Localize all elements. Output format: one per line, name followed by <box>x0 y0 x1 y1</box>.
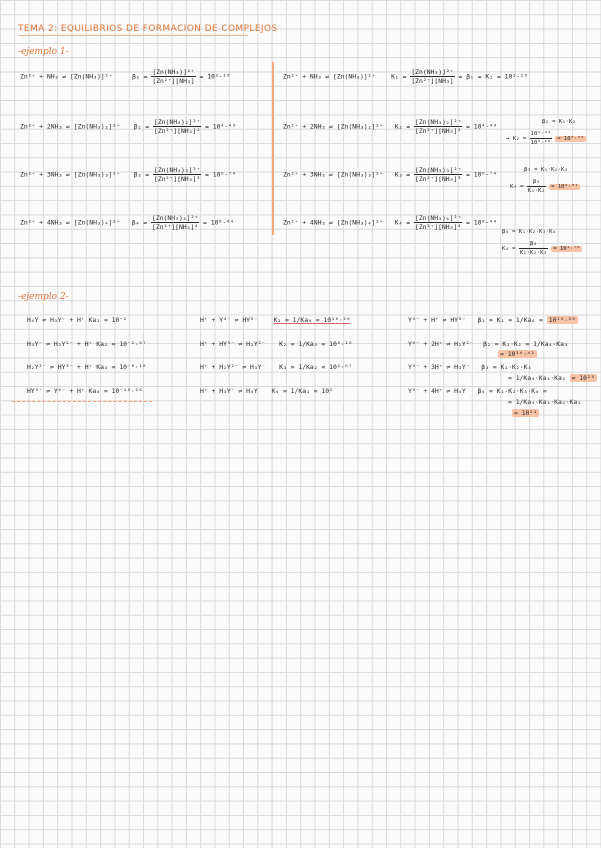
ex2-col3-row-3 <box>408 363 531 371</box>
ex1-right-note-3: β₃ = K₁·K₂·K₃ <box>524 167 568 173</box>
value: = β₁ = K₁ = 10²·¹⁹ <box>458 72 528 81</box>
beta-value: = 10²¹ <box>514 409 538 417</box>
note-lhs: K₃ = <box>510 184 524 190</box>
ex1-left-row-3 <box>20 166 236 183</box>
ex2-col1-row-4: HY³⁻ ⇌ Y⁴⁻ + H⁺ Ka₄ = 10⁻¹⁰·²⁶ <box>27 387 143 395</box>
denominator: [Zn²⁺][NH₃]² <box>154 127 201 135</box>
beta-label: β₁ = <box>132 72 148 81</box>
beta-value: 10¹⁰·²⁶ <box>548 316 576 324</box>
equation: Zn²⁺ + 3NH₃ ⇌ [Zn(NH₃)₃]²⁺ <box>283 170 384 179</box>
value: = 10⁸·⁴⁴ <box>203 218 234 227</box>
ex2-col2-row-3 <box>200 363 352 371</box>
beta: β₃ = K₁·K₂·K₃ <box>481 363 532 371</box>
page-title: TEMA 2: EQUILIBRIOS DE FORMACION DE COMPLEJOS <box>18 24 278 34</box>
note-numerator: β₃ <box>527 178 546 187</box>
constant: K₄ = 1/Ka₁ = 10² <box>271 387 333 395</box>
ex1-right-row-2 <box>283 118 497 135</box>
ex1-right-row-3 <box>283 166 497 183</box>
ex2-col3-row-4-expansion: = 1/Ka₄·Ka₃·Ka₂·Ka₁ <box>508 398 582 406</box>
numerator: [Zn(NH₃)]²⁺ <box>411 68 454 76</box>
equation: Y⁴⁻ + H⁺ ⇌ HY³⁻ <box>408 316 466 324</box>
ex1-left-row-2 <box>20 118 236 135</box>
numerator: [Zn(NH₃)₂]²⁺ <box>415 118 462 126</box>
denominator: [Zn²⁺][NH₃] <box>411 77 454 85</box>
example-2-label: -ejemplo 2- <box>18 292 69 302</box>
fraction <box>153 166 201 183</box>
ex1-left-row-4 <box>20 214 234 231</box>
note-denominator: K₁·K₂ <box>527 188 545 194</box>
equation: Zn²⁺ + 2NH₃ ⇌ [Zn(NH₃)₂]²⁺ <box>283 122 384 131</box>
k-label: K₃ = <box>394 170 411 179</box>
ex1-right-note-4b <box>502 240 582 257</box>
equation: Zn²⁺ + 2NH₃ ⇌ [Zn(NH₃)₂]²⁺ <box>20 122 121 131</box>
ex2-col2-row-4 <box>200 387 333 395</box>
denominator: [Zn²⁺][NH₃] <box>152 77 195 85</box>
beta: β₁ = K₁ = 1/Ka₄ = <box>477 316 543 324</box>
denominator: [Zn²⁺][NH₃]² <box>415 127 462 135</box>
ex1-right-note-4: β₄ = K₁·K₂·K₃·K₄ <box>502 229 556 235</box>
constant: K₂ = 1/Ka₃ = 10⁶·¹⁶ <box>279 340 353 348</box>
equation: Zn²⁺ + 3NH₃ ⇌ [Zn(NH₃)₃]²⁺ <box>20 170 121 179</box>
value: = 10⁴·⁴³ <box>466 122 497 131</box>
numerator: [Zn(NH₃)₄]²⁺ <box>415 214 462 222</box>
equation: H⁺ + H₃Y⁻ ⇌ H₄Y <box>200 387 258 395</box>
denominator: [Zn²⁺][NH₃]⁴ <box>415 223 462 231</box>
note-result: = 10²·²⁴ <box>557 136 585 142</box>
beta-label: β₄ = <box>131 218 148 227</box>
note-lhs: K₄ = <box>502 246 516 252</box>
fraction <box>410 68 454 85</box>
note-numerator: 10⁴·⁴³ <box>530 131 551 137</box>
beta-value: = 10¹⁶·⁴² <box>500 350 535 358</box>
note-fraction <box>527 178 546 195</box>
ex1-right-note-3b <box>510 178 580 195</box>
note-lhs: → K₂ = <box>506 136 527 142</box>
constant: K₁ = 1/Ka₄ = 10¹⁰·²⁶ <box>273 316 351 324</box>
ex2-col3-row-1 <box>408 316 578 324</box>
ex1-right-note-2b <box>506 130 586 147</box>
numerator: [Zn(NH₃)₃]²⁺ <box>415 166 462 174</box>
equation: H⁺ + HY³⁻ ⇌ H₂Y²⁻ <box>200 340 266 348</box>
beta-label: β₃ = <box>133 170 150 179</box>
ex2-col1-row-3: H₂Y²⁻ ⇌ HY³⁻ + H⁺ Ka₃ = 10⁻⁶·¹⁶ <box>27 363 147 371</box>
numerator: [Zn(NH₃)]²⁺ <box>152 68 195 76</box>
equation: Y⁴⁻ + 4H⁺ ⇌ H₄Y <box>408 387 466 395</box>
numerator: [Zn(NH₃)₃]²⁺ <box>154 166 201 174</box>
fraction <box>151 214 199 231</box>
note-denominator: 10²·¹⁹ <box>530 140 551 146</box>
denominator: [Zn²⁺][NH₃]³ <box>154 175 201 183</box>
numerator: [Zn(NH₃)₂]²⁺ <box>154 118 201 126</box>
value: = 10²·¹⁹ <box>199 72 231 81</box>
beta: β₄ = K₁·K₂·K₃·K₄ = <box>477 387 547 395</box>
value: = 10⁶·⁷⁴ <box>466 170 497 179</box>
denominator: [Zn²⁺][NH₃]⁴ <box>152 223 199 231</box>
note-numerator: β₄ <box>519 240 548 249</box>
equation: Zn²⁺ + 4NH₃ ⇌ [Zn(NH₃)₄]²⁺ <box>283 218 384 227</box>
equation: H⁺ + Y⁴⁻ ⇌ HY³⁻ <box>200 316 258 324</box>
fraction <box>153 118 201 135</box>
ex2-col2-row-2 <box>200 340 352 348</box>
section-separator <box>12 401 152 402</box>
note-denominator: K₁·K₂·K₃ <box>519 250 547 256</box>
equation: Y⁴⁻ + 3H⁺ ⇌ H₃Y⁻ <box>408 363 470 371</box>
beta-expansion: = 1/Ka₄·Ka₃·Ka₂ <box>508 374 566 382</box>
value: = 10⁶·⁷⁴ <box>205 170 236 179</box>
ex1-left-row-1 <box>20 68 230 85</box>
ex2-col3-row-4-value <box>512 409 539 417</box>
equation: Zn²⁺ + 4NH₃ ⇌ [Zn(NH₃)₄]²⁺ <box>20 218 121 227</box>
numerator: [Zn(NH₃)₄]²⁺ <box>152 214 199 222</box>
ex2-col1-row-2: H₃Y⁻ ⇌ H₂Y²⁻ + H⁺ Ka₂ = 10⁻²·⁶⁷ <box>27 340 147 348</box>
note-result: = 10²·³¹ <box>551 184 579 190</box>
k-label: K₂ = <box>394 122 411 131</box>
ex2-col3-row-4 <box>408 387 547 395</box>
k-label: K₁ = <box>391 72 407 81</box>
ex1-right-row-4 <box>283 214 497 231</box>
equation: H⁺ + H₂Y²⁻ ⇌ H₃Y⁻ <box>200 363 266 371</box>
beta-label: β₂ = <box>133 122 150 131</box>
denominator: [Zn²⁺][NH₃]³ <box>415 175 462 183</box>
fraction <box>414 214 462 231</box>
beta: β₂ = K₁·K₂ = 1/Ka₄·Ka₃ <box>483 340 568 348</box>
note-fraction <box>519 240 548 257</box>
column-divider <box>272 62 274 235</box>
title-underline <box>18 35 248 36</box>
value: = 10⁸·⁴⁴ <box>466 218 497 227</box>
equation: Zn²⁺ + NH₃ ⇌ [Zn(NH₃)]²⁺ <box>20 72 113 81</box>
equation: Y⁴⁻ + 2H⁺ ⇌ H₂Y²⁻ <box>408 340 474 348</box>
note-result: = 10¹·⁷⁰ <box>553 246 581 252</box>
k-label: K₄ = <box>394 218 411 227</box>
note-fraction <box>530 130 552 147</box>
fraction <box>414 166 462 183</box>
constant: K₃ = 1/Ka₂ = 10²·⁶⁷ <box>279 363 353 371</box>
ex2-col3-row-3-value <box>508 374 597 382</box>
fraction <box>414 118 462 135</box>
value: = 10⁴·⁴³ <box>205 122 236 131</box>
beta-value: = 10¹⁹ <box>571 374 595 382</box>
ex2-col2-row-1 <box>200 316 350 324</box>
equation: Zn²⁺ + NH₃ ⇌ [Zn(NH₃)]²⁺ <box>283 72 376 81</box>
ex1-right-note-2: β₂ = K₁·K₂ <box>542 119 576 125</box>
example-1-label: -ejemplo 1- <box>18 47 69 57</box>
ex1-right-row-1 <box>283 68 528 85</box>
ex2-col1-row-1: H₄Y ⇌ H₃Y⁻ + H⁺ Ka₁ = 10⁻² <box>27 316 128 324</box>
fraction <box>151 68 195 85</box>
ex2-col3-row-2-value <box>498 350 537 358</box>
ex2-col3-row-2 <box>408 340 568 348</box>
